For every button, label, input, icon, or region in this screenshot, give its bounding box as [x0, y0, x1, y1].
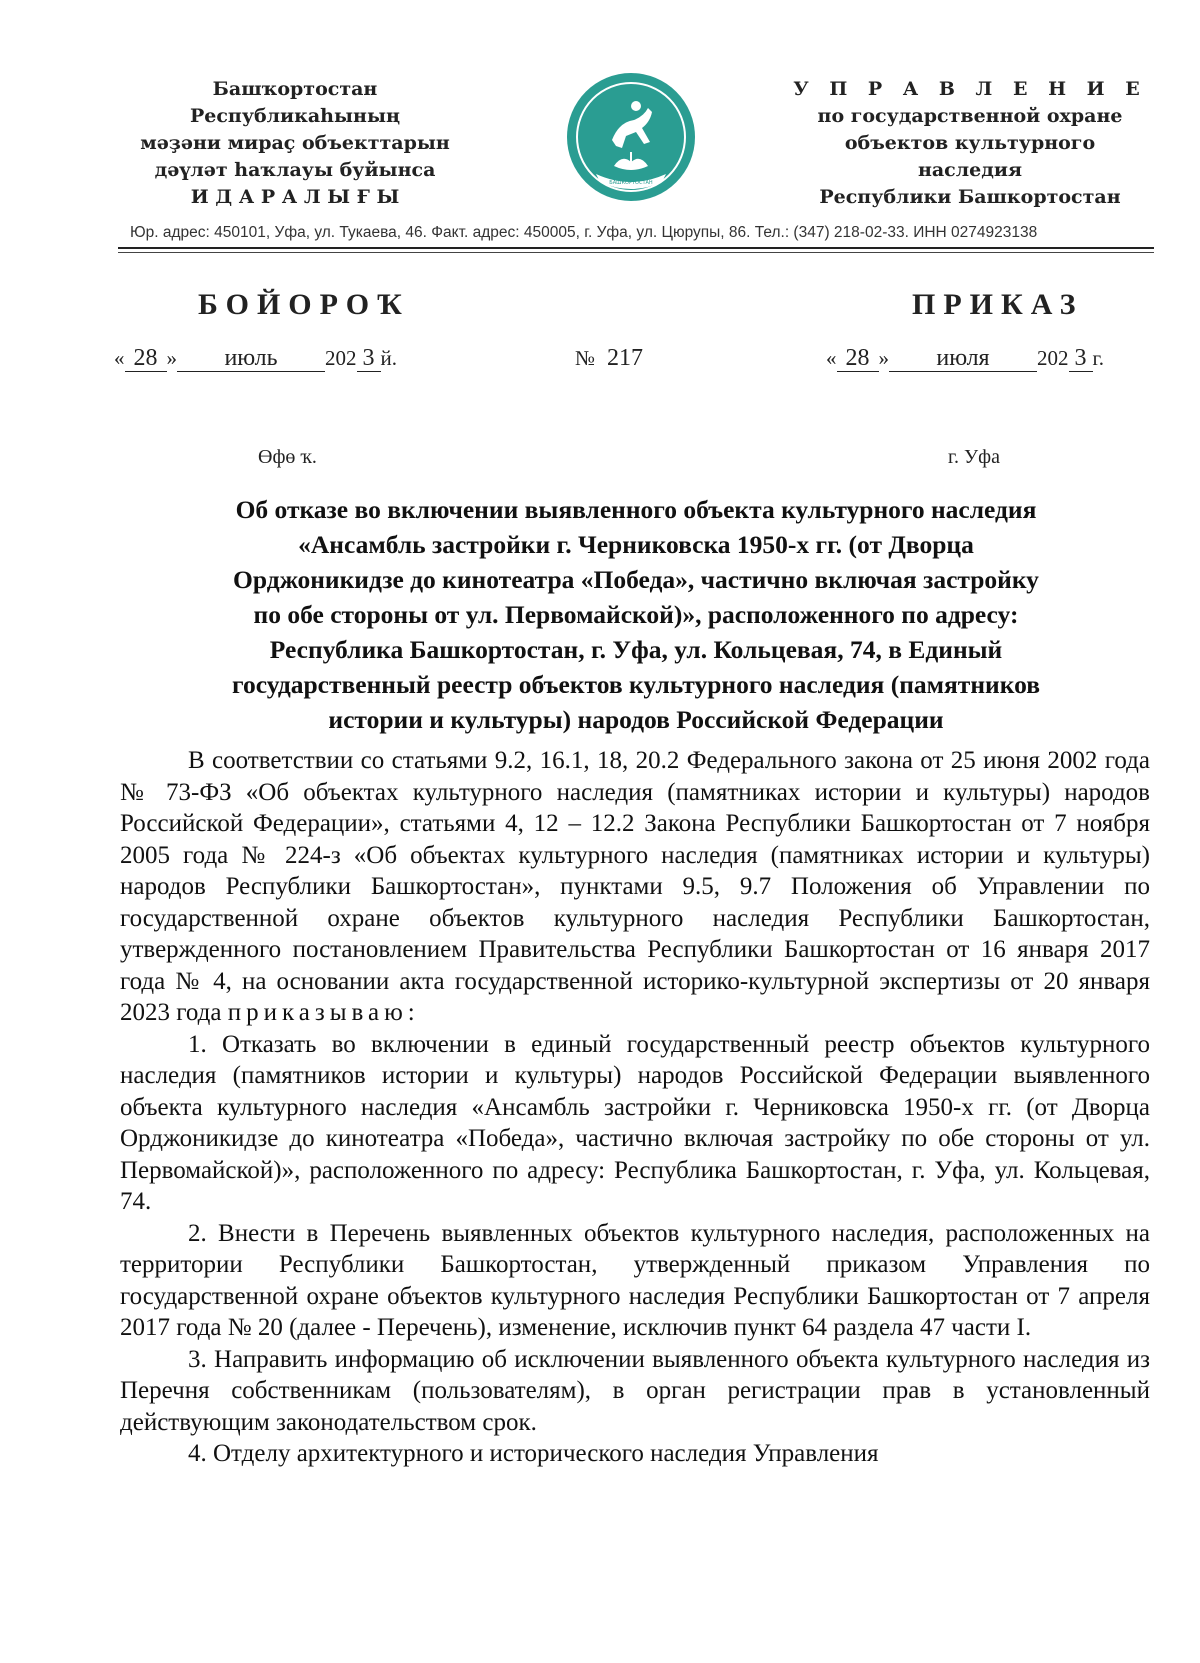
- emblem-ribbon-label: БАШКОРТОСТАН: [609, 180, 653, 186]
- order-title: [118, 492, 1154, 737]
- order-body: [120, 745, 1150, 1470]
- date-left-close-quote: »: [166, 346, 177, 370]
- order-item-2: 2. Внести в Перечень выявленных объектов культурного наследия, расположенных на территории Республики Башкортостан, утвержденный приказом Управления по государственной охране объектов культурного наследия Республики Башкортостан от 7 апреля 2017 года № 20 (далее - Перечень), изменение, исключив пункт 64 раздела 47 части I.: [120, 1219, 1150, 1341]
- letterhead-left-line-3: дәүләт һаҡлауы буйынса: [154, 159, 436, 181]
- date-right-day: 28: [837, 345, 879, 372]
- date-left-suffix: й.: [380, 346, 397, 370]
- date-left-day: 28: [125, 345, 167, 372]
- date-left-year-digit: 3: [357, 345, 381, 372]
- title-line: по обе стороны от ул. Первомайской)», расположенного по адресу:: [253, 600, 1019, 629]
- letterhead-divider: [118, 247, 1154, 249]
- letterhead-left-line-4: И Д А Р А Л Ы Ғ Ы: [190, 186, 400, 208]
- order-word: приказываю:: [227, 999, 420, 1026]
- title-line: государственный реестр объектов культурного наследия (памятников: [232, 670, 1040, 699]
- date-right-year-digit: 3: [1069, 345, 1093, 372]
- number-value: 217: [607, 345, 644, 371]
- letterhead-address: Юр. адрес: 450101, Уфа, ул. Тукаева, 46. Факт. адрес: 450005, г. Уфа, ул. Цюрупы, 86. Тел.: (347) 218-02-33. ИНН 0274923138: [130, 224, 1038, 241]
- date-left-month: июль: [177, 345, 325, 372]
- letterhead-right-line-4: Республики Башкортостан: [819, 186, 1121, 208]
- letterhead-divider-thin: [118, 252, 1154, 253]
- date-right-year-prefix: 202: [1037, 346, 1069, 370]
- date-left-year-prefix: 202: [325, 346, 357, 370]
- doc-type-bashkir: БОЙОРОҠ: [198, 288, 410, 321]
- title-line: истории и культуры) народов Российской Федерации: [328, 705, 944, 734]
- city-bashkir: Өфө ҡ.: [258, 446, 317, 468]
- date-russian: [826, 345, 1104, 372]
- doc-type-russian: ПРИКАЗ: [912, 288, 1084, 321]
- order-item-3: 3. Направить информацию об исключении выявленного объекта культурного наследия из Перечня собственникам (пользователям), в орган регистрации прав в установленный действующим законодательством срок.: [120, 1345, 1150, 1436]
- date-right-close-quote: »: [878, 346, 889, 370]
- letterhead-left-line-2: мәҙәни мираҫ объекттарын: [140, 132, 450, 154]
- date-right-month: июля: [889, 345, 1037, 372]
- letterhead-right-line-2: по государственной охране: [817, 105, 1123, 127]
- letterhead-right-line-3: объектов культурного наследия: [844, 132, 1096, 181]
- number-sign: №: [575, 346, 596, 370]
- date-right-open-quote: «: [826, 346, 837, 370]
- date-bashkir: [114, 345, 397, 372]
- letterhead-right: [790, 76, 1150, 211]
- doc-number: [575, 345, 643, 372]
- title-line: Об отказе во включении выявленного объекта культурного наследия: [235, 495, 1037, 524]
- title-line: «Ансамбль застройки г. Черниковска 1950-х гг. (от Дворца: [298, 530, 974, 559]
- title-line: Республика Башкортостан, г. Уфа, ул. Кольцевая, 74, в Единый: [269, 635, 1003, 664]
- letterhead-left-line-1: Башҡортостан Республикаһының: [189, 78, 401, 127]
- order-item-4: 4. Отделу архитектурного и исторического наследия Управления: [188, 1440, 879, 1467]
- city-russian: г. Уфа: [948, 446, 1000, 468]
- title-line: Орджоникидзе до кинотеатра «Победа», частично включая застройку: [233, 565, 1039, 594]
- date-left-open-quote: «: [114, 346, 125, 370]
- preamble-paragraph: [120, 745, 1150, 1029]
- date-right-suffix: г.: [1092, 346, 1104, 370]
- preamble-text: В соответствии со статьями 9.2, 16.1, 18, 20.2 Федерального закона от 25 июня 2002 года № 73-ФЗ «Об объектах культурного наследия (памятниках истории и культуры) народов Российской Федерации», статьями 4, 12 – 12.2 Закона Республики Башкортостан от 7 ноября 2005 года № 224-з «Об объектах культурного наследия (памятниках истории и культуры) народов Республики Башкортостан», пунктами 9.5, 9.7 Положения об Управлении по государственной охране объектов культурного наследия Республики Башкортостан, утвержденного постановлением Правительства Республики Башкортостан от 16 января 2017 года № 4, на основании акта государственной историко-культурной экспертизы от 20 января 2023 года: [120, 747, 1150, 1026]
- letterhead-right-line-1: У П Р А В Л Е Н И Е: [793, 78, 1147, 100]
- order-item-1: 1. Отказать во включении в единый государственный реестр объектов культурного наследия (памятников истории и культуры) народов Российской Федерации выявленного объекта культурного наследия «Ансамбль застройки г. Черниковска 1950-х гг. (от Дворца Орджоникидзе до кинотеатра «Победа», частично включая застройку по обе стороны от ул. Первомайской)», расположенного по адресу: Республика Башкортостан, г. Уфа, ул. Кольцевая, 74.: [120, 1030, 1150, 1215]
- republic-emblem-icon: [564, 70, 698, 204]
- letterhead-left: [110, 76, 480, 211]
